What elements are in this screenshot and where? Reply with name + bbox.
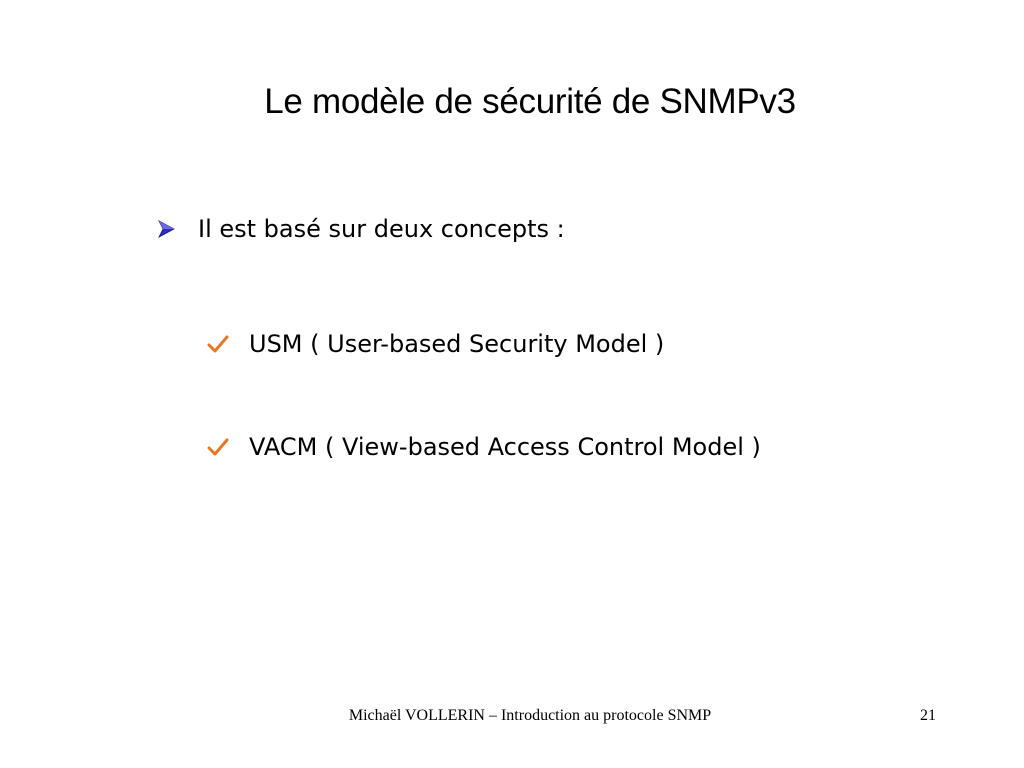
arrow-bullet-icon (156, 219, 176, 239)
sub-bullet-usm (207, 330, 664, 358)
main-bullet (156, 215, 565, 243)
main-bullet-text: Il est basé sur deux concepts : (198, 215, 565, 243)
sub-bullet-vacm-text: VACM ( View-based Access Control Model ) (249, 433, 761, 461)
footer-text: Michaël VOLLERIN – Introduction au protocole SNMP (348, 707, 712, 724)
page-number: 21 (920, 707, 936, 724)
slide-title: Le modèle de sécurité de SNMPv3 (264, 82, 796, 121)
checkmark-icon (207, 334, 229, 354)
sub-bullet-vacm (207, 433, 761, 461)
sub-bullet-usm-text: USM ( User-based Security Model ) (249, 330, 665, 358)
checkmark-icon (207, 437, 229, 457)
